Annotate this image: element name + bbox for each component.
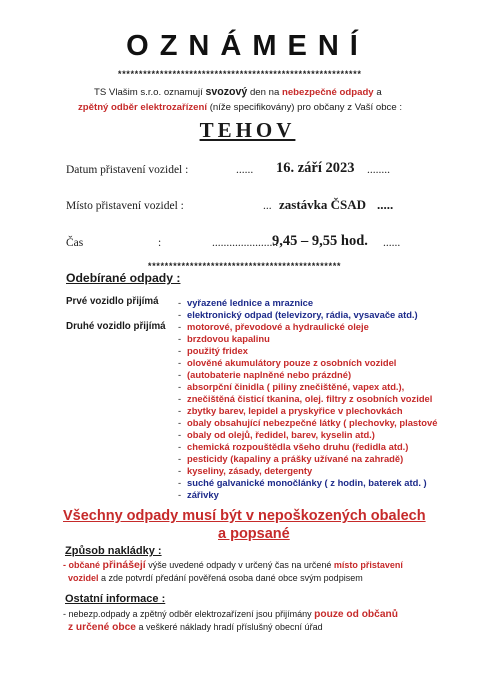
list-item: obaly obsahující nebezpečné látky ( plechovky, plastové (187, 417, 438, 428)
page-title: OZNÁMENÍ (126, 30, 369, 62)
stars-divider-top: ********************************************************** (117, 70, 361, 80)
list-dash: - (178, 405, 182, 416)
place-value: zastávka ČSAD (279, 197, 367, 212)
intro-line-1 (94, 86, 382, 98)
list-item: znečištěná čisticí tkanina, olej. filtry z osobních vozidel (187, 393, 433, 404)
list-item: brzdovou kapalinu (187, 333, 270, 344)
list-dash: - (178, 489, 182, 500)
hazardous-waste-text: nebezpečné odpady (281, 87, 374, 98)
list-item: elektronický odpad (televizory, rádia, vysavače atd.) (187, 309, 418, 320)
list-item: chemická rozpouštědla všeho druhu (ředidla atd.) (187, 441, 409, 452)
list-item: kyseliny, zásady, detergenty (187, 465, 313, 476)
other-text-1: - nebezp.odpady a zpětný odběr elektrozařízení jsou přijímány (63, 609, 312, 619)
procedure-line-1 (63, 559, 403, 571)
other-from-village: z určené obce (68, 622, 136, 633)
procedure-citizens: - občané (63, 560, 101, 570)
list-dash: - (178, 381, 182, 392)
intro-line-2 (78, 102, 402, 113)
date-dots-trail: ........ (367, 164, 390, 176)
place-label: Místo přistavení vozidel : (66, 200, 184, 212)
date-dots-lead: ...... (236, 164, 254, 176)
notice-banner-line-2: a popsané (218, 526, 290, 542)
notice-banner-line-1: Všechny odpady musí být v nepoškozených obalech (63, 508, 426, 524)
list-item: motorové, převodové a hydraulické oleje (187, 321, 369, 332)
other-line-2 (68, 622, 323, 633)
list-dash: - (178, 357, 182, 368)
time-colon: : (158, 237, 162, 249)
list-dash: - (178, 441, 182, 452)
list-dash: - (178, 453, 182, 464)
date-label: Datum přistavení vozidel : (66, 164, 189, 176)
place-dots-lead: ... (263, 200, 272, 212)
list-item: vyřazené lednice a mraznice (187, 297, 314, 308)
other-info-heading: Ostatní informace : (65, 593, 166, 605)
procedure-vehicles: vozidel (68, 573, 99, 583)
day-on-text: den na (249, 87, 280, 98)
list-item: zbytky barev, lepidel a pryskyřice v plechovkách (187, 405, 403, 416)
list-item: použitý fridex (187, 345, 248, 356)
list-dash: - (178, 309, 182, 320)
procedure-line-2 (68, 573, 363, 583)
list-dash: - (178, 477, 182, 488)
stars-divider-mid: ********************************************** (147, 262, 341, 272)
intro-rest-text: (níže specifikovány) pro občany z Vaší obce : (209, 102, 403, 113)
time-dots-lead: ....................... (212, 237, 279, 249)
time-value: 9,45 – 9,55 hod. (272, 233, 368, 249)
company-name: TS Vlašim s.r.o. (94, 87, 162, 98)
second-vehicle-label: Druhé vozidlo přijímá (66, 321, 166, 332)
collected-heading: Odebírané odpady : (66, 271, 181, 285)
other-text-2: a veškeré náklady hradí příslušný obecní úřad (138, 622, 323, 632)
list-dash: - (178, 321, 182, 332)
list-dash: - (178, 465, 182, 476)
list-item: absorpční činidla ( piliny znečištěné, vapex atd.), (187, 381, 405, 392)
and-text: a (376, 87, 382, 98)
announce-word: oznamují (163, 87, 203, 98)
list-dash: - (178, 345, 182, 356)
list-item: suché galvanické monočlánky ( z hodin, baterek atd. ) (187, 477, 427, 488)
list-dash: - (178, 297, 182, 308)
list-item: olověné akumulátory pouze z osobních vozidel (187, 357, 397, 368)
list-dash: - (178, 393, 182, 404)
list-dash: - (178, 429, 182, 440)
procedure-bring: přinášejí (102, 559, 146, 571)
procedure-place: místo přistavení (333, 560, 403, 570)
town-name: TEHOV (199, 118, 296, 142)
list-item: pesticidy (kapaliny a prášky užívané na zahradě) (187, 453, 404, 464)
date-value: 16. září 2023 (276, 160, 355, 176)
time-label: Čas (66, 237, 84, 249)
list-dash: - (178, 369, 182, 380)
other-only-citizens: pouze od občanů (314, 609, 398, 620)
electro-takeback-text: zpětný odběr elektrozařízení (78, 102, 208, 113)
list-item: (autobaterie naplněné nebo prázdné) (187, 369, 352, 380)
list-dash: - (178, 417, 182, 428)
collection-word: svozový (205, 86, 248, 98)
time-dots-trail: ...... (383, 237, 401, 249)
other-line-1 (63, 609, 398, 620)
list-item: zářivky (187, 489, 219, 500)
list-item: obaly od olejů, ředidel, barev, kyselin atd.) (187, 429, 375, 440)
place-dots-trail: ..... (377, 197, 394, 212)
procedure-text-1: výše uvedené odpady v určený čas na určené (148, 560, 332, 570)
procedure-text-2: a zde potvrdí předání pověřená osoba dané obce svým podpisem (101, 573, 363, 583)
list-dash: - (178, 333, 182, 344)
first-vehicle-label: Prvé vozidlo přijímá (66, 296, 159, 307)
procedure-heading: Způsob nakládky : (65, 545, 162, 557)
